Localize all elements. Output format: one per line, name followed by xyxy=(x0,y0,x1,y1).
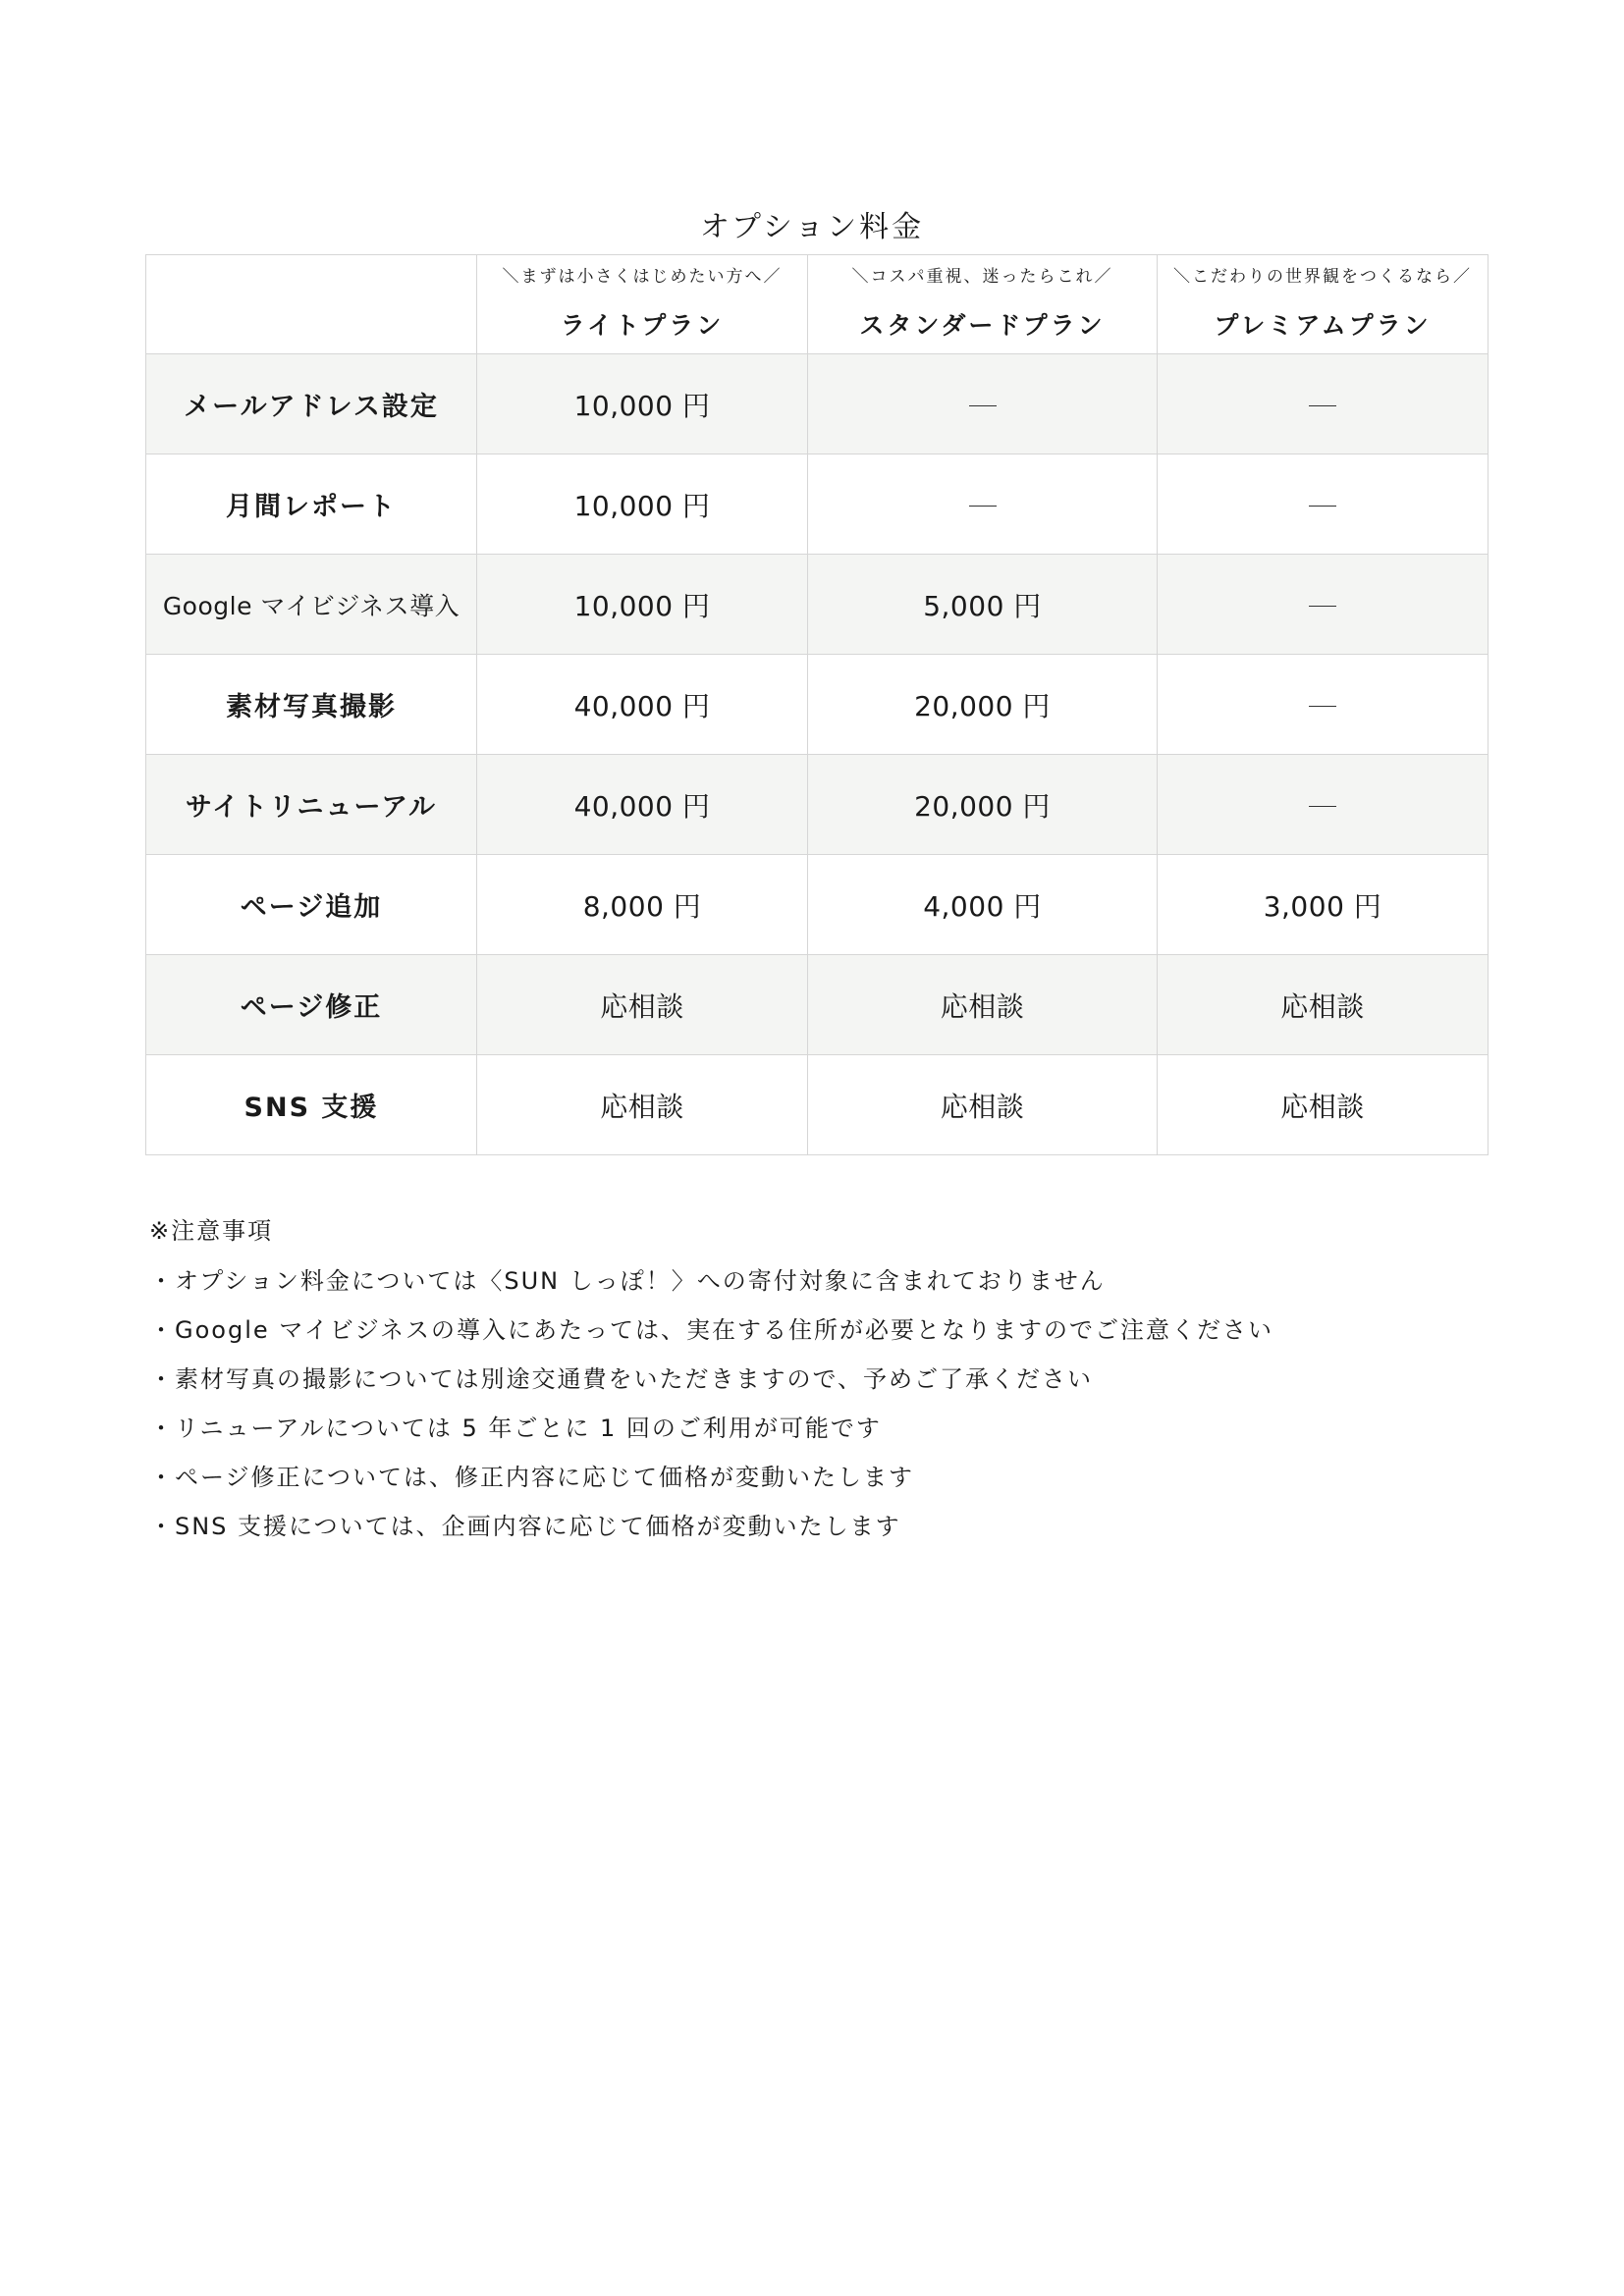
row-label: 素材写真撮影 xyxy=(146,655,477,755)
price-cell: 8,000 円 xyxy=(477,855,808,955)
plan-tagline: ＼こだわりの世界観をつくるなら／ xyxy=(1173,266,1472,287)
price-cell: 応相談 xyxy=(1158,1055,1489,1155)
table-row xyxy=(146,454,1489,555)
row-label: メールアドレス設定 xyxy=(146,354,477,454)
price-cell: 10,000 円 xyxy=(477,454,808,555)
price-cell: 応相談 xyxy=(808,1055,1158,1155)
plan-name: プレミアムプラン xyxy=(1214,310,1432,340)
header-row xyxy=(146,255,1489,354)
price-cell: 応相談 xyxy=(477,1055,808,1155)
plan-header-standard xyxy=(808,255,1158,354)
plan-name: ライトプラン xyxy=(560,310,725,340)
row-label: SNS 支援 xyxy=(146,1055,477,1155)
note-item: ・リニューアルについては 5 年ごとに 1 回のご利用が可能です xyxy=(149,1415,882,1442)
row-label: Google マイビジネス導入 xyxy=(146,555,477,655)
table-row xyxy=(146,855,1489,955)
table-row xyxy=(146,1055,1489,1155)
price-cell: 応相談 xyxy=(808,955,1158,1055)
not-available-dash xyxy=(969,506,997,507)
not-available-dash xyxy=(1309,706,1336,707)
price-cell: 10,000 円 xyxy=(477,354,808,454)
option-pricing-table xyxy=(145,254,1489,1155)
table-header xyxy=(146,255,1489,354)
row-label: サイトリニューアル xyxy=(146,755,477,855)
price-cell: 20,000 円 xyxy=(808,655,1158,755)
page-title: オプション料金 xyxy=(699,210,925,245)
price-cell: 3,000 円 xyxy=(1158,855,1489,955)
plan-name: スタンダードプラン xyxy=(859,310,1106,340)
not-available-dash xyxy=(1309,405,1336,406)
table-row xyxy=(146,354,1489,454)
note-item: ・Google マイビジネスの導入にあたっては、実在する住所が必要となりますのでご注意ください xyxy=(149,1316,1274,1344)
not-available-dash xyxy=(1309,806,1336,807)
note-item: ・ページ修正については、修正内容に応じて価格が変動いたします xyxy=(149,1464,915,1491)
price-cell: 20,000 円 xyxy=(808,755,1158,855)
not-available-dash xyxy=(969,405,997,406)
price-cell xyxy=(1158,454,1489,555)
plan-tagline: ＼まずは小さくはじめたい方へ／ xyxy=(502,266,783,287)
price-cell: 4,000 円 xyxy=(808,855,1158,955)
notes-heading: ※注意事項 xyxy=(149,1217,274,1245)
price-cell xyxy=(1158,354,1489,454)
header-corner-cell xyxy=(146,255,477,354)
price-cell xyxy=(1158,755,1489,855)
price-cell: 10,000 円 xyxy=(477,555,808,655)
not-available-dash xyxy=(1309,606,1336,607)
price-cell xyxy=(1158,655,1489,755)
table-row xyxy=(146,655,1489,755)
price-cell xyxy=(808,354,1158,454)
price-cell: 応相談 xyxy=(477,955,808,1055)
price-cell xyxy=(1158,555,1489,655)
price-cell xyxy=(808,454,1158,555)
row-label: ページ修正 xyxy=(146,955,477,1055)
row-label: 月間レポート xyxy=(146,454,477,555)
notes-list xyxy=(149,1264,1485,1559)
price-cell: 5,000 円 xyxy=(808,555,1158,655)
price-cell: 40,000 円 xyxy=(477,655,808,755)
not-available-dash xyxy=(1309,506,1336,507)
plan-header-light xyxy=(477,255,808,354)
plan-header-premium xyxy=(1158,255,1489,354)
table-body xyxy=(146,354,1489,1155)
price-cell: 40,000 円 xyxy=(477,755,808,855)
table-row xyxy=(146,555,1489,655)
plan-tagline: ＼コスパ重視、迷ったらこれ／ xyxy=(851,266,1113,287)
note-item: ・SNS 支援については、企画内容に応じて価格が変動いたします xyxy=(149,1513,901,1540)
row-label: ページ追加 xyxy=(146,855,477,955)
note-item: ・オプション料金については〈SUN しっぽ！〉への寄付対象に含まれておりません xyxy=(149,1267,1106,1295)
table-row xyxy=(146,755,1489,855)
note-item: ・素材写真の撮影については別途交通費をいただきますので、予めご了承ください xyxy=(149,1365,1094,1393)
table-row xyxy=(146,955,1489,1055)
notes-section xyxy=(149,1214,1485,1559)
price-cell: 応相談 xyxy=(1158,955,1489,1055)
